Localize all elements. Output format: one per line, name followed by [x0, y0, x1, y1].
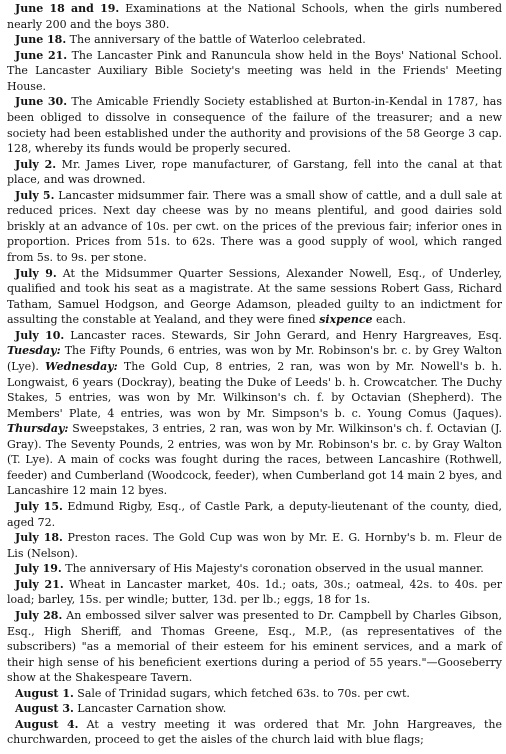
entry-text: Sale of Trinidad sugars, which fetched 63s. to 70s. per cwt. [73, 686, 410, 700]
entry-text: Edmund Rigby, Esq., of Castle Park, a deputy-lieutenant of the county, died, aged 72. [7, 500, 502, 529]
entry-text: The Gold Cup, 8 entries, 2 ran, was won by Mr. Nowell's b. h. Longwaist, 6 years (Dockray), beating the Duke of Leeds' b. h. Crowcatcher. The Duchy Stakes, 5 entries, was won by Mr. Wilkinson's ch. f. by Octavian (Shepherd). The Members' Plate, 4 entries, was won by Mr. Simpson's b. c. Young Comus (Jaques). [7, 359, 502, 420]
entry-date: July 18. [15, 531, 63, 545]
entry-text: Lancaster midsummer fair. There was a small show of cattle, and a dull sale at reduced prices. Next day cheese was by no means plentiful, and good dairies sold briskly at an advance of 10s. per cwt. on the prices of the previous fair; inferior ones in proportion. Prices from 51s. to 62s. There was a good supply of wool, which ranged from 5s. to 9s. per stone. [7, 188, 502, 264]
entry-text: The anniversary of the battle of Waterloo celebrated. [66, 33, 366, 47]
entry-text: Preston races. The Gold Cup was won by Mr. E. G. Hornby's b. m. Fleur de Lis (Nelson). [7, 531, 502, 560]
entry-date: July 28. [15, 608, 63, 622]
entry-july-21 [7, 577, 502, 608]
entry-text: Lancaster Carnation show. [73, 702, 227, 716]
entry-august-1 [7, 686, 502, 702]
race-day-label: Tuesday: [7, 344, 61, 358]
entry-text: Mr. James Liver, rope manufacturer, of Garstang, fell into the canal at that place, and was drowned. [7, 157, 502, 187]
race-day-label: Thursday: [7, 422, 69, 436]
entry-june-18-19 [7, 1, 502, 32]
entry-july-5 [7, 188, 502, 266]
entry-july-19 [7, 561, 502, 577]
entry-july-9 [7, 266, 502, 328]
entry-text: At a vestry meeting it was ordered that Mr. John Hargreaves, the churchwarden, proceed to get the aisles of the church laid with blue flags; [7, 717, 502, 747]
entry-text: Sweepstakes, 3 entries, 2 ran, was won by Mr. Wilkinson's ch. f. Octavian (J. Gray). The Seventy Pounds, 2 entries, was won by Mr. Robinson's br. c. by Gray Walton (T. Lye). A main of cocks was fought during the races, between Lancashire (Rothwell, feeder) and Cumberland (Woodcock, feeder), when Cumberland got 14 main 2 byes, and Lancashire 12 main 12 byes. [7, 422, 503, 498]
race-day-label: Wednesday: [45, 359, 118, 373]
entry-text: Examinations at the National Schools, when the girls numbered nearly 200 and the boys 380. [7, 2, 502, 31]
entry-date: June 18 and 19. [15, 2, 120, 15]
entry-emphasis: sixpence [319, 313, 373, 327]
entry-date: June 21. [15, 48, 68, 62]
entry-date: June 30. [15, 95, 68, 109]
entry-date: July 19. [15, 562, 62, 576]
entry-text: Lancaster races. Stewards, Sir John Gerard, and Henry Hargreaves, Esq. [64, 328, 502, 342]
entry-july-2 [7, 157, 502, 188]
entry-text: each. [372, 313, 406, 327]
entry-date: June 18. [15, 33, 67, 47]
entry-text: The Fifty Pounds, 6 entries, was won by Mr. Robinson's br. c. by Grey Walton (Lye). [7, 344, 502, 373]
entry-july-28 [7, 608, 502, 686]
entry-august-4 [7, 717, 502, 748]
entry-date: July 10. [15, 328, 65, 342]
entry-text: The anniversary of His Majesty's coronation observed in the usual manner. [61, 562, 484, 576]
entry-date: July 2. [15, 157, 57, 171]
entry-text: At the Midsummer Quarter Sessions, Alexander Nowell, Esq., of Underley, qualified and took his seat as a magistrate. At the same sessions Robert Gass, Richard Tatham, Samuel Hodgson, and George Adamson, pleaded guilty to an indictment for assulting the constable at Yealand, and they were fined [7, 266, 502, 327]
entry-june-30 [7, 94, 502, 156]
entry-date: July 15. [15, 500, 63, 513]
entry-text: An embossed silver salver was presented to Dr. Campbell by Charles Gibson, Esq., High Sheriff, and Thomas Greene, Esq., M.P., (as representatives of the subscribers) "as a memorial of their esteem for his eminent services, and a mark of their high sense of his beneficient exertions during a period of 55 years."—Gooseberry show at the Shakespeare Tavern. [7, 608, 502, 685]
entry-date: August 3. [15, 702, 74, 716]
entry-august-3 [7, 701, 502, 717]
entry-july-10 [7, 328, 502, 499]
entry-date: July 9. [15, 266, 57, 280]
entry-date: July 5. [15, 188, 55, 202]
entry-july-18 [7, 530, 502, 561]
entry-july-15 [7, 499, 502, 530]
entry-june-21 [7, 48, 502, 95]
entry-date: July 21. [15, 577, 64, 591]
entry-text: Wheat in Lancaster market, 40s. 1d.; oats, 30s.; oatmeal, 42s. to 40s. per load; barley, 15s. per windle; butter, 13d. per lb.; eggs, 18 for 1s. [7, 577, 502, 607]
entry-date: August 1. [15, 686, 74, 700]
entry-text: The Lancaster Pink and Ranuncula show held in the Boys' National School. The Lancaster Auxiliary Bible Society's meeting was held in the Friends' Meeting House. [7, 48, 503, 93]
entry-june-18 [7, 32, 502, 48]
entry-text: The Amicable Friendly Society established at Burton-in-Kendal in 1787, has been obliged to dissolve in consequence of the failure of the treasurer; and a new society had been established under the authority and provisions of the 58 George 3 cap. 128, whereby its funds would be properly secured. [7, 95, 502, 156]
entry-date: August 4. [15, 717, 79, 731]
